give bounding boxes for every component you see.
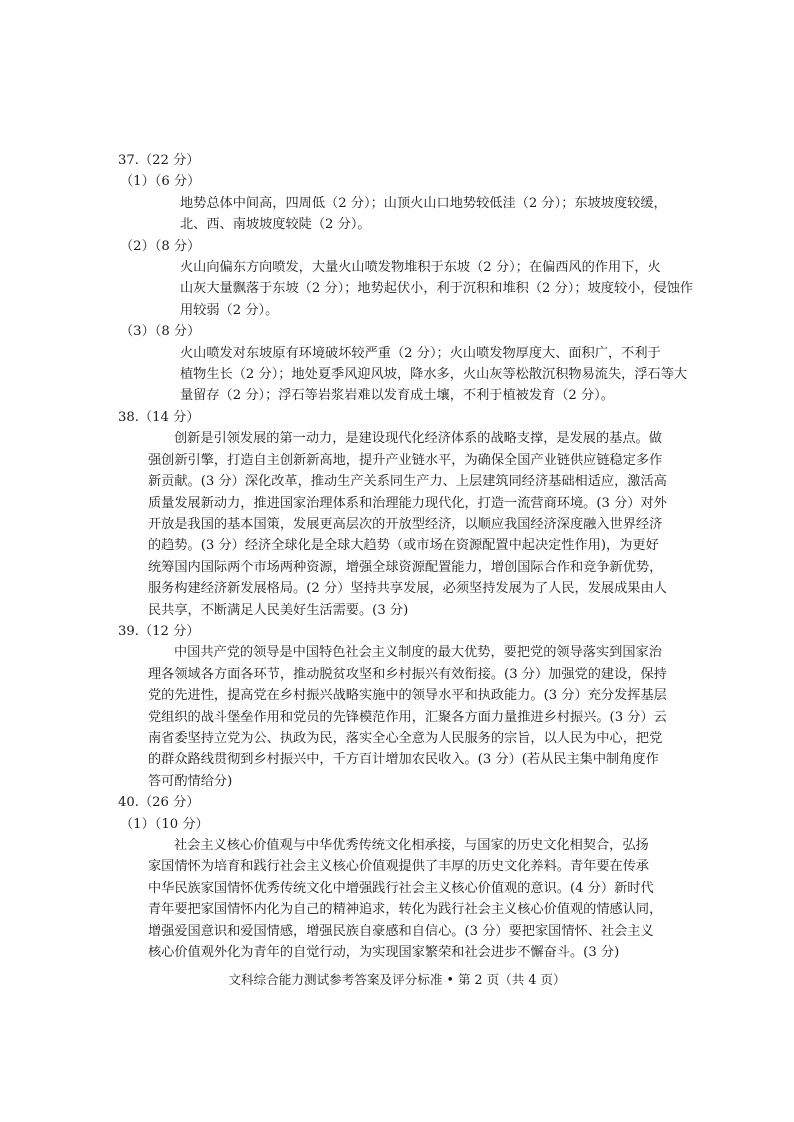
q38-line: 创新是引领发展的第一动力，是建设现代化经济体系的战略支撑，是发展的基点。做 — [174, 431, 662, 447]
q38-answer — [118, 428, 678, 621]
q38-line: 开放是我国的基本国策，发展更高层次的开放型经济，以顺应我国经济深度融入世界经济 — [148, 516, 663, 532]
q38-line: 质量发展新动力，推进国家治理体系和治理能力现代化，打造一流营商环境。(3 分）对外 — [148, 495, 667, 511]
q37-part1-line: 地势总体中间高，四周低（2 分）；山顶火山口地势较低洼（2 分）；东坡坡度较缓， — [180, 195, 667, 211]
q37-part3-line: 量留存（2 分）；浮石等岩浆岩难以发育成土壤，不利于植被发育（2 分）。 — [180, 388, 614, 404]
q40-part1-line: 家国情怀为培育和践行社会主义核心价值观提供了丰厚的历史文化养料。青年要在传承 — [148, 859, 650, 875]
q40-part1-answer — [118, 835, 678, 963]
q37-part3-answer — [118, 343, 688, 407]
q37-part3-line: 火山喷发对东坡原有环境破坏较严重（2 分）；火山喷发物厚度大、面积广，不利于 — [180, 345, 661, 361]
q39-answer — [118, 642, 678, 792]
answer-page — [118, 150, 694, 963]
q38-line: 的趋势。(3 分）经济全球化是全球大趋势（或市场在资源配置中起决定性作用)，为更好 — [148, 538, 659, 554]
q40-part1-heading: （1）（10 分） — [120, 816, 209, 832]
q40-part1-line: 社会主义核心价值观与中华优秀传统文化相承接，与国家的历史文化相契合，弘扬 — [174, 838, 649, 853]
q39-line: 党的先进性，提高党在乡村振兴战略实施中的领导水平和执政能力。(3 分）充分发挥基层 — [148, 688, 667, 704]
q39-line: 理各领域各方面各环节，推动脱贫攻坚和乡村振兴有效衔接。(3 分）加强党的建设，保持 — [148, 666, 667, 682]
q39-heading: 39.（12 分） — [118, 623, 200, 639]
q37-part3-line: 植物生长（2 分）；地处夏季风迎风坡，降水多，火山灰等松散沉积物易流失，浮石等大 — [180, 367, 688, 383]
q39-line: 答可酌情给分) — [148, 773, 233, 789]
q38-line: 新贡献。(3 分）深化改革，推动生产关系同生产力、上层建筑同经济基础相适应，激活高 — [148, 474, 667, 490]
q37-part2-line: 山灰大量飘落于东坡（2 分）；地势起伏小，利于沉积和堆积（2 分）；坡度较小，侵蚀作 — [180, 281, 694, 297]
q40-part1-line: 增强爱国意识和爱国情感，增强民族自豪感和自信心。(3 分）要把家国情怀、社会主义 — [148, 923, 654, 939]
q37-heading: 37.（22 分） — [118, 153, 200, 168]
q37-part3-heading: （3）（8 分） — [120, 324, 201, 340]
q37-part1-line: 北、西、南坡坡度较陡（2 分）。 — [180, 217, 371, 233]
q37-part2-line: 火山向偏东方向喷发，大量火山喷发物堆积于东坡（2 分）；在偏西风的作用下，火 — [180, 260, 661, 276]
q39-line: 的群众路线贯彻到乡村振兴中，千方百计增加农民收入。(3 分）(若从民主集中制角度作 — [148, 752, 659, 768]
q39-line: 南省委坚持立党为公、执政为民，落实全心全意为人民服务的宗旨，以人民为中心，把党 — [148, 730, 663, 746]
page-footer: 文科综合能力测试参考答案及评分标准 • 第 2 页（共 4 页） — [228, 972, 566, 987]
q39-line: 中国共产党的领导是中国特色社会主义制度的最大优势，要把党的领导落实到国家治 — [174, 645, 662, 661]
q37-part1-heading: （1）（6 分） — [120, 174, 201, 190]
q38-line: 统筹国内国际两个市场两种资源，增强全球资源配置能力，增创国际合作和竞争新优势， — [148, 559, 663, 575]
q40-part1-line: 青年要把家国情怀内化为自己的精神追求，转化为践行社会主义核心价值观的情感认同， — [148, 902, 663, 918]
q37-part2-answer — [118, 257, 694, 321]
q37-part2-heading: （2）（8 分） — [120, 238, 201, 254]
q37-part1-answer — [118, 193, 678, 236]
q38-line: 服务构建经济新发展格局。(2 分）坚持共享发展，必须坚持发展为了人民，发展成果由人 — [148, 581, 667, 597]
q38-line: 强创新引擎，打造自主创新新高地，提升产业链水平，为确保全国产业链供应链稳定多作 — [148, 452, 663, 468]
q39-line: 党组织的战斗堡垒作用和党员的先锋模范作用，汇聚各方面力量推进乡村振兴。(3 分）云 — [148, 709, 667, 725]
q40-part1-line: 中华民族家国情怀优秀传统文化中增强践行社会主义核心价值观的意识。(4 分）新时代 — [148, 880, 654, 896]
q37-part2-line: 用较弱（2 分）。 — [180, 302, 279, 318]
q40-heading: 40.（26 分） — [118, 795, 200, 811]
q38-heading: 38.（14 分） — [118, 409, 200, 425]
q38-line: 民共享，不断满足人民美好生活需要。(3 分) — [148, 602, 409, 618]
q40-part1-line: 核心价值观外化为青年的自觉行动，为实现国家繁荣和社会进步不懈奋斗。(3 分) — [148, 945, 620, 961]
